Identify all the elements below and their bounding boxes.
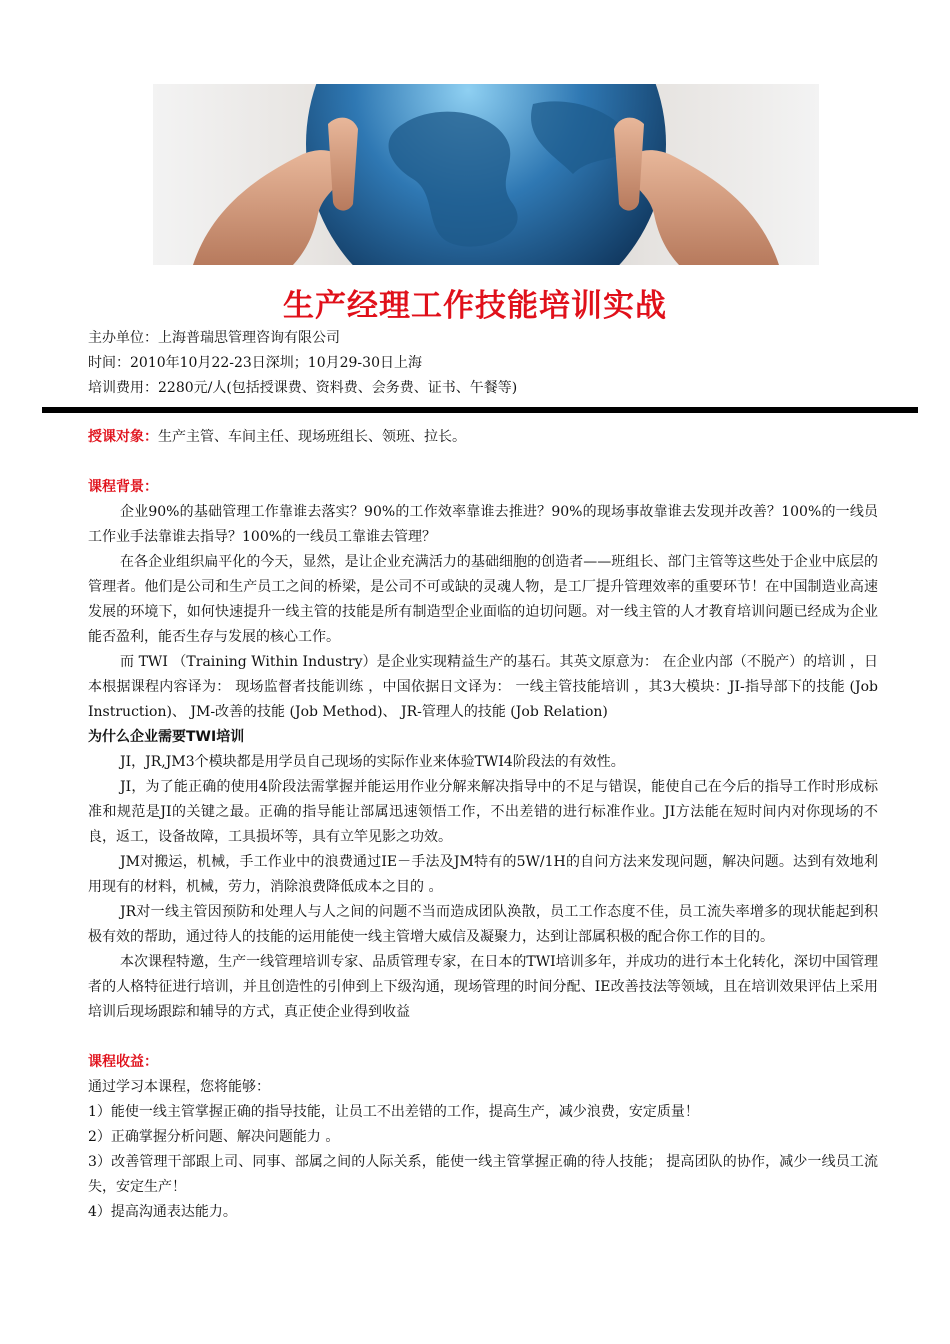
background-paragraph: 企业90%的基础管理工作靠谁去落实？90%的工作效率靠谁去推进？90%的现场事故靠谁去发现并改善？100%的一线员工作业手法靠谁去指导？100%的一线员工靠谁去管理？	[88, 504, 878, 545]
divider	[42, 407, 918, 413]
document-body	[88, 425, 878, 1225]
banner-image	[153, 84, 819, 265]
background-paragraph: 在各企业组织扁平化的今天，显然，是让企业充满活力的基础细胞的创造者——班组长、部门主管等这些处于企业中底层的管理者。他们是公司和生产员工之间的桥梁，是公司不可或缺的灵魂人物，是工厂提升管理效率的重要环节！在中国制造业高速发展的环境下，如何快速提升一线主管的技能是所有制造型企业面临的迫切问题。对一线主管的人才教育培训问题已经成为企业能否盈利，能否生存与发展的核心工作。	[88, 554, 878, 645]
benefits-heading: 课程收益：	[88, 1054, 158, 1070]
benefit-item: 4）提高沟通表达能力。	[88, 1204, 237, 1220]
fee-line: 培训费用：2280元/人(包括授课费、资料费、会务费、证书、午餐等)	[88, 380, 518, 396]
why-paragraph: JI，JR,JM3个模块都是用学员自己现场的实际作业来体验TWI4阶段法的有效性。	[120, 754, 625, 770]
benefit-item: 1）能使一线主管掌握正确的指导技能，让员工不出差错的工作，提高生产，减少浪费，安定质量！	[88, 1104, 699, 1120]
why-paragraph: JR对一线主管因预防和处理人与人之间的问题不当而造成团队涣散，员工工作态度不佳，员工流失率增多的现状能起到积极有效的帮助，通过待人的技能的运用能使一线主管增大威信及凝聚力，达到让部属积极的配合你工作的目的。	[88, 904, 878, 945]
time-line: 时间：2010年10月22-23日深圳；10月29-30日上海	[88, 355, 422, 371]
benefits-intro: 通过学习本课程，您将能够：	[88, 1079, 270, 1095]
why-paragraph: 本次课程特邀，生产一线管理培训专家、品质管理专家，在日本的TWI培训多年，并成功的进行本土化转化，深切中国管理者的人格特征进行培训，并且创造性的引伸到上下级沟通，现场管理的时间分配、IE改善技法等领域，且在培训效果评估上采用培训后现场跟踪和辅导的方式，真正使企业得到收益	[88, 954, 878, 1020]
audience-line	[88, 425, 878, 450]
why-paragraph: JI，为了能正确的使用4阶段法需掌握并能运用作业分解来解决指导中的不足与错误，能使自己在今后的指导工作时形成标准和规范是JI的关键之最。正确的指导能让部属迅速领悟工作，不出差错的进行标准作业。JI方法能在短时间内对你现场的不良，返工，设备故障，工具损坏等，具有立竿见影之功效。	[88, 779, 878, 845]
audience-text: 生产主管、车间主任、现场班组长、领班、拉长。	[158, 429, 466, 445]
background-heading: 课程背景：	[88, 479, 158, 495]
audience-label: 授课对象：	[88, 429, 158, 445]
organizer-line: 主办单位：上海普瑞思管理咨询有限公司	[88, 330, 340, 346]
why-heading: 为什么企业需要TWI培训	[88, 729, 245, 745]
benefit-item: 3）改善管理干部跟上司、同事、部属之间的人际关系，能使一线主管掌握正确的待人技能； 提高团队的协作，减少一线员工流失，安定生产！	[88, 1154, 878, 1195]
globe-illustration	[153, 84, 819, 265]
page-title: 生产经理工作技能培训实战	[283, 288, 667, 324]
benefit-item: 2）正确掌握分析问题、解决问题能力 。	[88, 1129, 340, 1145]
background-paragraph: 而 TWI （Training Within Industry）是企业实现精益生产的基石。其英文原意为： 在企业内部（不脱产）的培训 ，日本根据课程内容译为： 现场监督者技能训练 ，中国依据日文译为： 一线主管技能培训 ，其3大模块：JI-指导部下的技能 (Job Instruction)、 JM-改善的技能 (Job Method)、 JR-管理人的技能 (Job Relation)	[88, 654, 878, 720]
why-paragraph: JM对搬运，机械，手工作业中的浪费通过IE－手法及JM特有的5W/1H的自问方法来发现问题，解决问题。达到有效地利用现有的材料，机械，劳力，消除浪费降低成本之目的 。	[88, 854, 878, 895]
event-info	[88, 326, 517, 401]
